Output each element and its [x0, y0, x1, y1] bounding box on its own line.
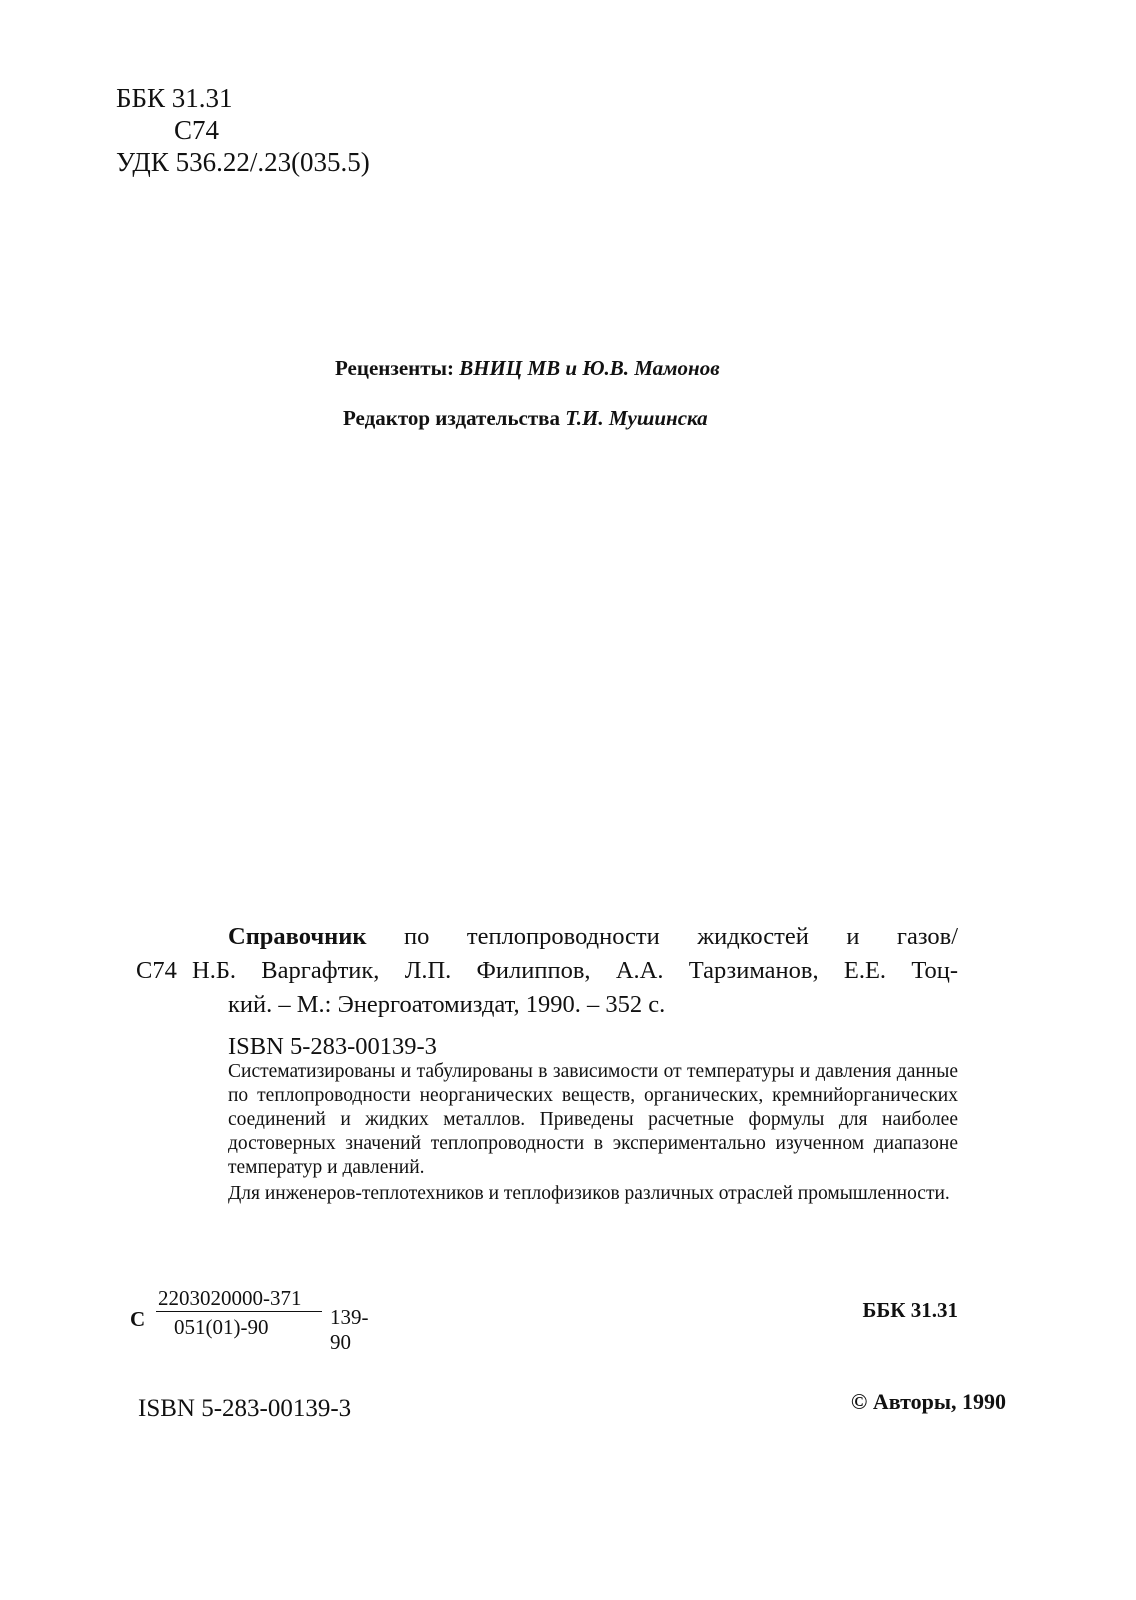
- editor-label: Редактор издательства: [343, 406, 561, 430]
- formula-denominator: 051(01)-90: [174, 1315, 269, 1339]
- reviewers-line: [335, 355, 720, 381]
- formula-letter: С: [130, 1307, 146, 1331]
- editor-line: [343, 405, 708, 431]
- classification-block: [116, 82, 370, 178]
- reviewers-label: Рецензенты:: [335, 356, 454, 380]
- annotation-paragraph-2: Для инженеров-теплотехников и теплофизиков различных отраслей промышленности.: [228, 1183, 950, 1204]
- entry-isbn: ISBN 5-283-00139-3: [228, 1033, 437, 1060]
- annotation: [228, 1060, 958, 1206]
- editor-name: Т.И. Мушинска: [565, 406, 708, 430]
- formula-fraction: [156, 1285, 326, 1340]
- formula-suffix: 139-90: [330, 1305, 369, 1354]
- entry-imprint: кий. – М.: Энергоатомиздат, 1990. – 352 с.: [228, 991, 666, 1018]
- udk-code: УДК 536.22/.23(035.5): [116, 147, 370, 177]
- bibliographic-entry: [136, 920, 958, 1064]
- author-mark: С74: [174, 115, 220, 145]
- footer-isbn: ISBN 5-283-00139-3: [138, 1395, 352, 1422]
- entry-authors: Н.Б. Варгафтик, Л.П. Филиппов, А.А. Тарзиманов, Е.Е. Тоц-: [192, 957, 958, 984]
- annotation-paragraph-1: Систематизированы и табулированы в зависимости от температуры и давления данные по теплопроводности неорганических веществ, органических, кремнийорганических соединений и жидких металлов. Приведены расчетные формулы для наиболее достоверных значений теплопроводности в экспериментально изученном диапазоне температур и давлений.: [228, 1061, 958, 1178]
- footer-bbk: ББК 31.31: [862, 1298, 958, 1322]
- entry-title: Справочник: [228, 923, 367, 950]
- bbk-code: ББК 31.31: [116, 83, 233, 113]
- formula-numerator: 2203020000-371: [158, 1286, 302, 1310]
- entry-code: С74: [136, 957, 177, 984]
- reviewers-names: ВНИЦ МВ и Ю.В. Мамонов: [459, 356, 720, 380]
- copyright-notice: © Авторы, 1990: [850, 1389, 1006, 1414]
- entry-title-rest: по теплопроводности жидкостей и газов/: [404, 923, 959, 950]
- entry-line-1: [136, 920, 958, 954]
- entry-line-2: [136, 954, 958, 988]
